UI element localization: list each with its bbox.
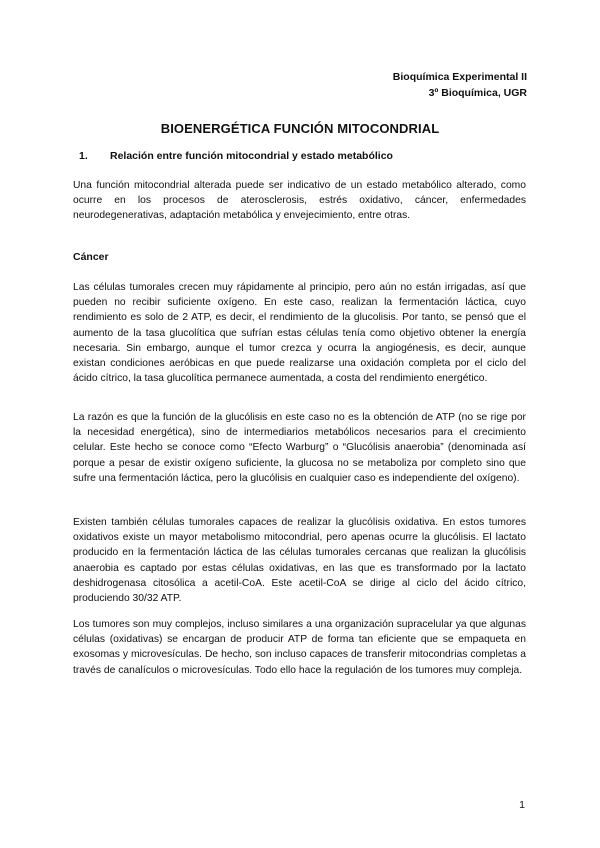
paragraph: Las células tumorales crecen muy rápidamente al principio, pero aún no están irrigadas, así que pueden no recibir suficiente oxígeno. En este caso, realizan la fermentación láctica, cuyo rendimiento es solo de 2 ATP, es decir, el rendimiento de la glucolisis. Por tanto, se pensó que el aumento de la tasa glucolítica que sufrían estas células tenía como objetivo obtener la energía necesaria. Sin embargo, aunque el tumor crezca y ocurra la angiogénesis, es decir, aunque existan condiciones aeróbicas en que puede realizarse una oxidación completa por el ciclo del ácido cítrico, la tasa glucolítica permanece aumentada, a costa del rendimiento energético. (73, 282, 526, 385)
page-number: 1 (519, 799, 525, 811)
section-heading-text: Relación entre función mitocondrial y estado metabólico (110, 150, 393, 162)
section-heading (79, 150, 393, 162)
paragraph: La razón es que la función de la glucólisis en este caso no es la obtención de ATP (no se rige por la necesidad energética), sino de intermediarios metabólicos necesarios para el crecimiento celular. Este hecho se conoce como “Efecto Warburg” o “Glucólisis anaerobia” (denominada así porque a pesar de existir oxígeno suficiente, la glucosa no se metaboliza por completo sino que sufre una fermentación láctica, pero la glucólisis en cualquier caso es independiente del oxígeno). (73, 412, 526, 484)
section-number: 1. (79, 150, 88, 162)
document-header (393, 69, 527, 101)
paragraph: Existen también células tumorales capaces de realizar la glucólisis oxidativa. En estos tumores oxidativos existe un mayor metabolismo mitocondrial, pero apenas ocurre la glucólisis. El lactato producido en la fermentación láctica de las células tumorales cercanas que realizan la glucólisis anaerobia es captado por estas células oxidativas, en las que es transformado por la lactato deshidrogenasa citosólica a acetil-CoA. Este acetil-CoA se dirige al ciclo del ácido cítrico, produciendo 30/32 ATP. (73, 517, 526, 605)
intro-paragraph: Una función mitocondrial alterada puede ser indicativo de un estado metabólico alterado, como ocurre en los procesos de aterosclerosis, estrés oxidativo, cáncer, enfermedades neurodegenerativas, adaptación metabólica y envejecimiento, entre otras. (73, 180, 526, 222)
header-degree: 3º Bioquímica, UGR (428, 87, 527, 99)
header-course: Bioquímica Experimental II (392, 71, 527, 83)
subheading-cancer: Cáncer (73, 251, 109, 263)
document-title: BIOENERGÉTICA FUNCIÓN MITOCONDRIAL (160, 121, 440, 136)
paragraph: Los tumores son muy complejos, incluso similares a una organización supracelular ya que algunas células (oxidativas) se encargan de producir ATP de forma tan eficiente que se empaqueta en exosomas y microvesículas. De hecho, son incluso capaces de transferir mitocondrias completas a través de canalículos o microvesículas. Todo ello hace la regulación de los tumores muy compleja. (73, 619, 526, 676)
